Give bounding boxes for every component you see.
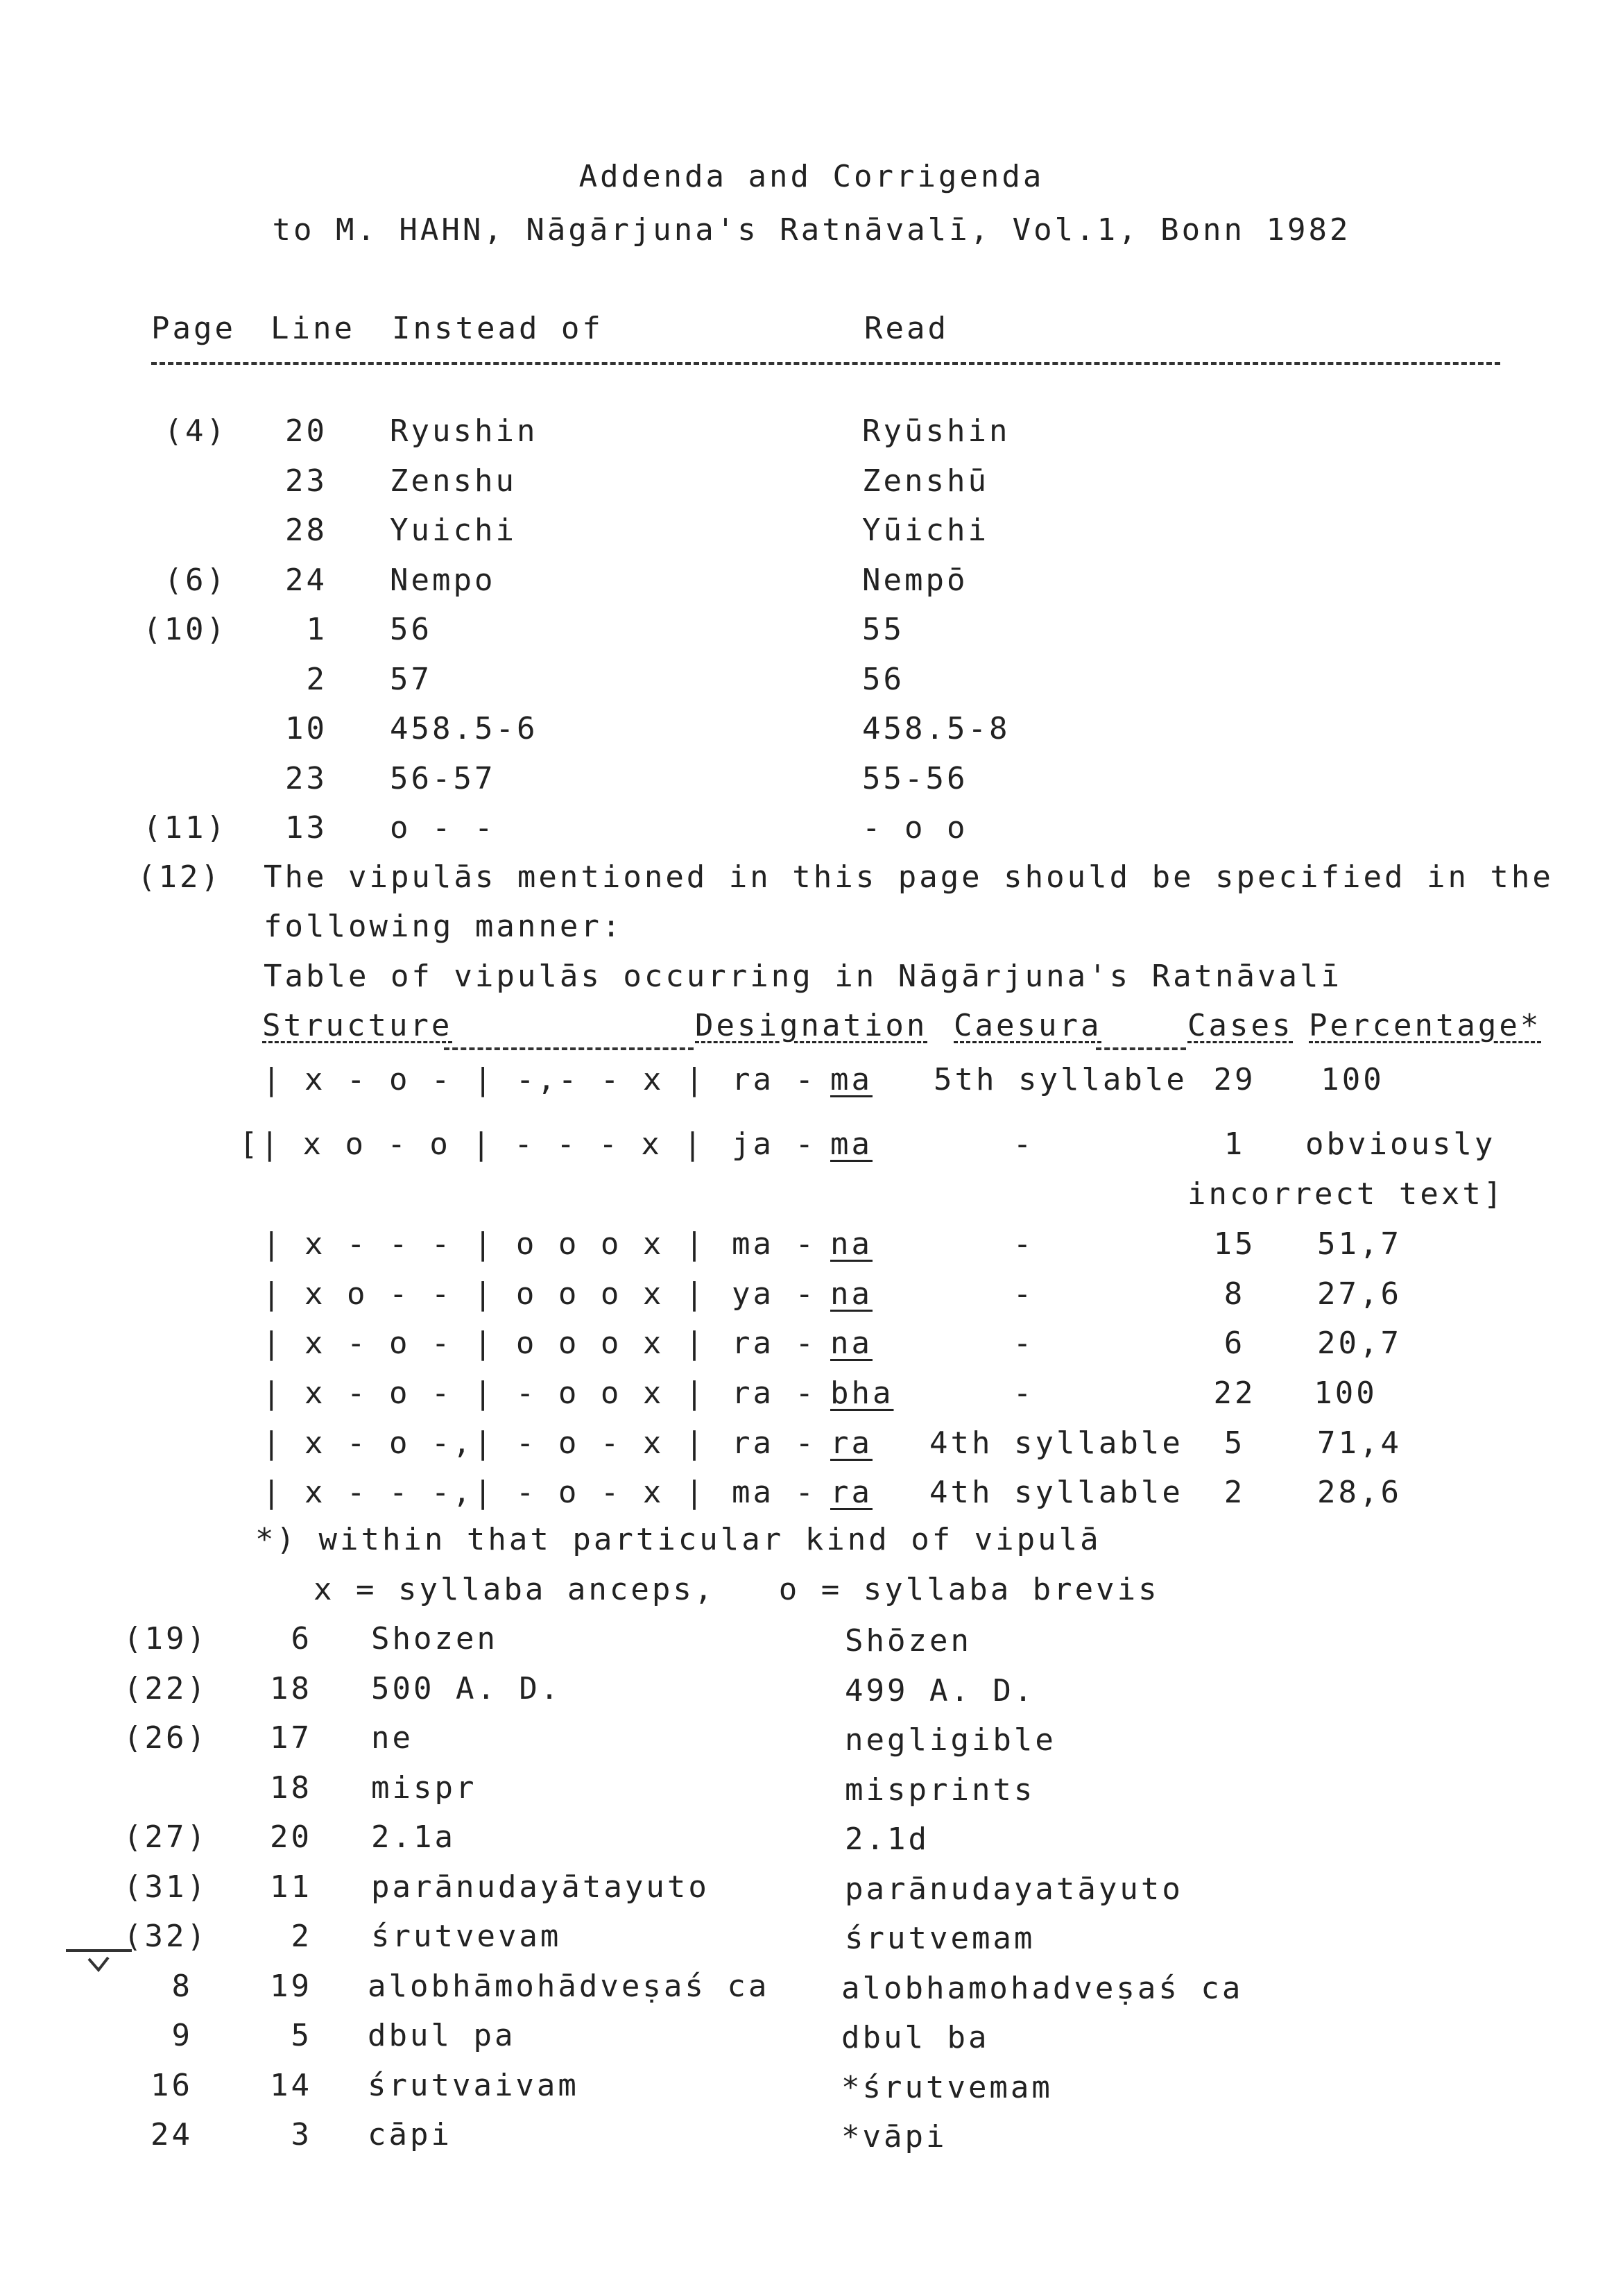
row-read: 55 — [862, 612, 904, 647]
row-page: (11) — [143, 810, 227, 846]
vipula-cases: 6 — [1223, 1326, 1246, 1361]
vipula-structure: | x - o -,| - o - x | — [262, 1425, 707, 1461]
row-read: Ryūshin — [862, 413, 1011, 449]
vipula-caesura: 4th syllable — [929, 1425, 1183, 1461]
row-line: 2 — [291, 1919, 312, 1954]
row-line: 20 — [285, 413, 327, 449]
vipula-designation: ra - — [732, 1062, 816, 1097]
row-instead: Shozen — [371, 1621, 498, 1656]
row-read: Nempō — [862, 563, 968, 598]
vipula-designation-stressed: na — [830, 1226, 873, 1262]
row-instead: 458.5-6 — [390, 711, 538, 746]
row-page: 16 — [151, 2068, 193, 2103]
column-header-instead-of: Instead of — [392, 311, 603, 346]
vipula-structure: | x - - -,| - o - x | — [262, 1475, 707, 1510]
row-read: parānudayatāyuto — [845, 1871, 1183, 1907]
row-read: Shōzen — [845, 1623, 972, 1659]
row-instead: parānudayātayuto — [371, 1869, 710, 1905]
row-page: (31) — [123, 1869, 208, 1905]
row-line: 10 — [285, 711, 327, 746]
vipula-structure: | x o - - | o o o x | — [262, 1276, 707, 1312]
row-line: 6 — [291, 1621, 312, 1656]
row-instead: o - - — [390, 810, 496, 846]
row-instead: alobhāmohādveṣaś ca — [368, 1969, 770, 2004]
column-header-read: Read — [864, 311, 949, 346]
row-instead: Yuichi — [390, 513, 517, 548]
row-read: *vāpi — [841, 2119, 947, 2154]
vipula-structure: | x - o - | o o o x | — [262, 1326, 707, 1361]
vipula-header-percentage: Percentage* — [1309, 1008, 1542, 1043]
vipula-caesura: - — [1013, 1126, 1035, 1162]
note-text-line: following manner: — [264, 909, 624, 944]
vipula-designation: ra - — [732, 1425, 816, 1461]
vipula-percentage: 27,6 — [1317, 1276, 1402, 1312]
row-line: 14 — [270, 2068, 312, 2103]
vipula-structure: [| x o - o | - - - x | — [239, 1126, 705, 1162]
row-page: (19) — [123, 1621, 208, 1656]
document-title: Addenda and Corrigenda — [578, 159, 1045, 194]
row-page: 8 — [171, 1969, 193, 2004]
vipula-designation-stressed: na — [830, 1276, 873, 1312]
vipula-cases: 2 — [1223, 1475, 1246, 1510]
column-header-line: Line — [270, 311, 355, 346]
row-read: - o o — [862, 810, 968, 846]
row-instead: 56-57 — [390, 761, 496, 796]
row-line: 1 — [306, 612, 327, 647]
row-instead: ne — [371, 1720, 413, 1756]
vipula-header-designation: Designation — [695, 1008, 928, 1043]
row-instead: 57 — [390, 662, 432, 697]
row-line: 13 — [285, 810, 327, 846]
row-line: 19 — [270, 1969, 312, 2004]
row-line: 5 — [291, 2018, 312, 2053]
vipula-caesura: - — [1013, 1326, 1035, 1361]
vipula-designation: ra - — [732, 1376, 816, 1411]
row-line: 28 — [285, 513, 327, 548]
vipula-designation-stressed: na — [830, 1326, 873, 1361]
row-instead: śrutvevam — [371, 1919, 562, 1954]
vipula-designation: ya - — [732, 1276, 816, 1312]
vipula-percentage: 51,7 — [1317, 1226, 1402, 1262]
row-line: 3 — [291, 2117, 312, 2152]
vipula-caesura: - — [1013, 1226, 1035, 1262]
vipula-structure: | x - - - | o o o x | — [262, 1226, 707, 1262]
vipula-header-caesura: Caesura — [954, 1008, 1102, 1043]
row-instead: Zenshu — [390, 463, 517, 499]
row-read: Yūichi — [862, 513, 989, 548]
vipula-table-title: Table of vipulās occurring in Nāgārjuna's Ratnāvalī — [264, 959, 1343, 994]
vipula-caesura: 4th syllable — [929, 1475, 1183, 1510]
vipula-structure: | x - o - | - o o x | — [262, 1376, 707, 1411]
row-read: dbul ba — [841, 2020, 990, 2055]
row-page: (10) — [143, 612, 227, 647]
row-page: (32) — [123, 1919, 208, 1954]
row-read: misprints — [845, 1772, 1036, 1808]
row-page: (26) — [123, 1720, 208, 1756]
vipula-percentage: 100 — [1314, 1376, 1377, 1411]
header-leader — [1096, 1047, 1186, 1050]
vipula-cases: 22 — [1213, 1376, 1256, 1411]
vipula-header-structure: Structure — [262, 1008, 453, 1043]
row-instead: 56 — [390, 612, 432, 647]
vipula-percentage: 100 — [1321, 1062, 1384, 1097]
incorrect-text-note: incorrect text] — [1187, 1176, 1505, 1212]
row-line: 11 — [270, 1869, 312, 1905]
vipula-designation: ma - — [732, 1475, 816, 1510]
row-instead: mispr — [371, 1770, 477, 1806]
vipula-structure: | x - o - | -,- - x | — [262, 1062, 707, 1097]
vipula-cases: 8 — [1223, 1276, 1246, 1312]
header-leader — [444, 1047, 694, 1050]
vipula-caesura: 5th syllable — [934, 1062, 1187, 1097]
row-instead: dbul pa — [368, 2018, 516, 2053]
document-subtitle: to M. HAHN, Nāgārjuna's Ratnāvalī, Vol.1, Bonn 1982 — [272, 212, 1351, 248]
row-read: 2.1d — [845, 1822, 929, 1857]
row-read: 55-56 — [862, 761, 968, 796]
row-page: (4) — [164, 413, 227, 449]
vipula-cases: 29 — [1213, 1062, 1256, 1097]
legend: x = syllaba anceps, o = syllaba brevis — [314, 1572, 1160, 1607]
row-line: 18 — [270, 1671, 312, 1706]
vipula-caesura: - — [1013, 1276, 1035, 1312]
vipula-designation-stressed: bha — [830, 1376, 894, 1411]
row-page: 9 — [171, 2018, 193, 2053]
row-line: 2 — [306, 662, 327, 697]
row-page: (27) — [123, 1819, 208, 1855]
vipula-cases: 15 — [1213, 1226, 1256, 1262]
row-read: 499 A. D. — [845, 1673, 1036, 1708]
row-read: *śrutvemam — [841, 2070, 1053, 2105]
row-page: 24 — [151, 2117, 193, 2152]
row-read: 458.5-8 — [862, 711, 1011, 746]
vipula-designation: ma - — [732, 1226, 816, 1262]
row-line: 18 — [270, 1770, 312, 1806]
vipula-designation-stressed: ra — [830, 1475, 873, 1510]
vipula-cases: 5 — [1223, 1425, 1246, 1461]
footnote: *) within that particular kind of vipulā — [255, 1522, 1101, 1557]
vipula-caesura: - — [1013, 1376, 1035, 1411]
vipula-percentage: 71,4 — [1317, 1425, 1402, 1461]
vipula-header-cases: Cases — [1187, 1008, 1294, 1043]
row-instead: 500 A. D. — [371, 1671, 562, 1706]
row-instead: Ryushin — [390, 413, 538, 449]
row-instead: śrutvaivam — [368, 2068, 579, 2103]
row-line: 24 — [285, 563, 327, 598]
vipula-designation-stressed: ra — [830, 1425, 873, 1461]
header-divider — [151, 362, 1500, 365]
row-read: śrutvemam — [845, 1921, 1036, 1956]
vipula-designation-stressed: ma — [830, 1126, 873, 1162]
row-instead: cāpi — [368, 2117, 452, 2152]
row-line: 20 — [270, 1819, 312, 1855]
row-instead: Nempo — [390, 563, 496, 598]
vipula-cases: 1 — [1223, 1126, 1246, 1162]
row-page: (6) — [164, 563, 227, 598]
vipula-percentage: 28,6 — [1317, 1475, 1402, 1510]
row-read: Zenshū — [862, 463, 989, 499]
note-page: (12) — [137, 859, 222, 895]
row-line: 23 — [285, 761, 327, 796]
vipula-percentage: obviously — [1305, 1126, 1496, 1162]
row-read: alobhamohadveṣaś ca — [841, 1971, 1244, 2006]
note-text-line: The vipulās mentioned in this page should be specified in the — [264, 859, 1554, 895]
vipula-designation-stressed: ma — [830, 1062, 873, 1097]
row-page: (22) — [123, 1671, 208, 1706]
column-header-page: Page — [151, 311, 236, 346]
row-read: negligible — [845, 1722, 1056, 1758]
row-instead: 2.1a — [371, 1819, 456, 1855]
handwritten-margin-mark — [62, 1942, 139, 1984]
vipula-designation: ja - — [732, 1126, 816, 1162]
row-line: 23 — [285, 463, 327, 499]
vipula-designation: ra - — [732, 1326, 816, 1361]
row-line: 17 — [270, 1720, 312, 1756]
row-read: 56 — [862, 662, 904, 697]
vipula-percentage: 20,7 — [1317, 1326, 1402, 1361]
